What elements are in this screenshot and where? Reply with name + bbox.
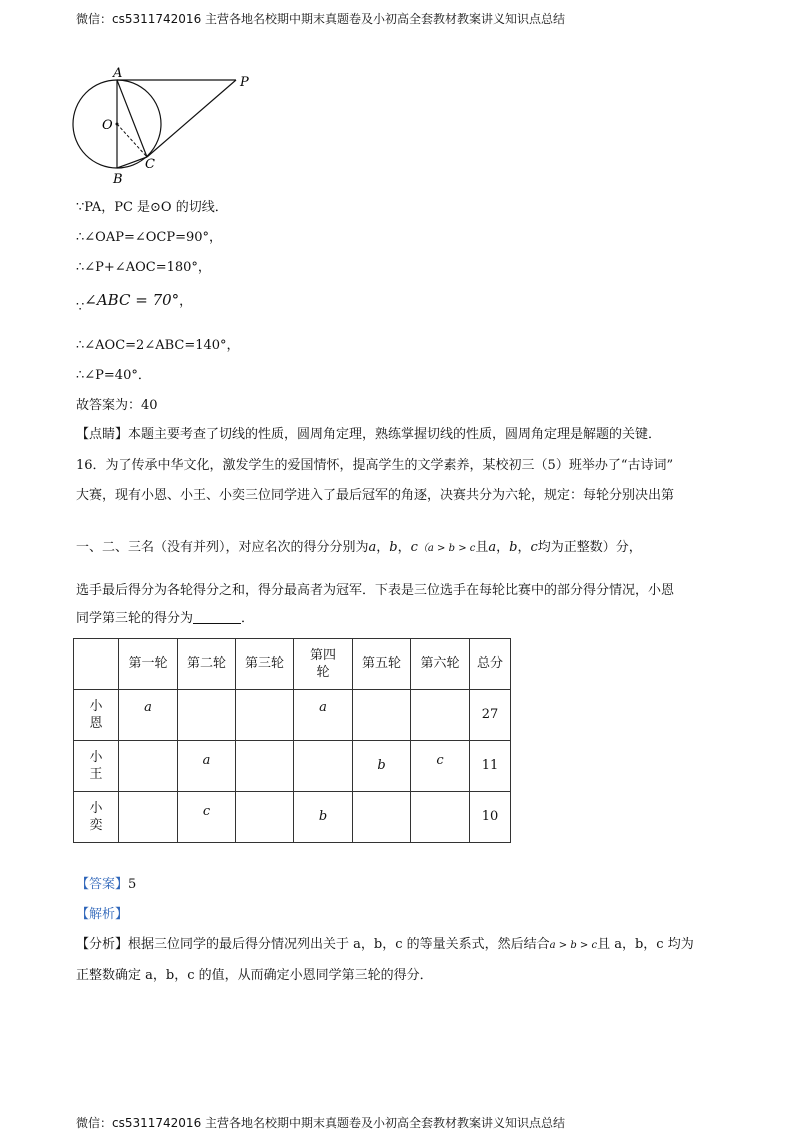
row-name-cell (74, 792, 119, 843)
score-table (73, 638, 511, 843)
problem-line-5 (76, 611, 254, 627)
table-cell (294, 741, 353, 792)
page-footer: 微信：cs5311742016 主营各地名校期中期末真题卷及小初高全套教材教案讲义知识点总结 (76, 1116, 566, 1130)
var-b: b (389, 540, 398, 555)
row-name-cell (74, 690, 119, 741)
table-cell: b (294, 792, 353, 843)
label-o: O (102, 118, 113, 133)
table-cell: c (178, 792, 236, 843)
label-c: C (145, 157, 155, 172)
header-cell-text: 第四轮 (309, 648, 336, 680)
analysis-text-1b: 且 a，b，c 均为 (597, 937, 694, 952)
solution-line-1: ∵PA，PC 是⊙O 的切线． (76, 200, 228, 215)
angle-abc-expr: ∠ABC = 70° (84, 291, 180, 309)
table-row (74, 690, 511, 741)
solution-line-2: ∴∠OAP=∠OCP=90°， (76, 230, 223, 245)
problem-line-1: 16．为了传承中华文化，激发学生的爱国情怀，提高学生的文学素养，某校初三（5）班举办了“古诗词” (76, 458, 674, 473)
header-cell: 第三轮 (236, 639, 294, 690)
var-c: c (530, 540, 538, 555)
table-cell (236, 690, 294, 741)
label-a: A (113, 66, 123, 81)
table-row (74, 792, 511, 843)
comma: ， (179, 294, 193, 309)
table-cell (236, 792, 294, 843)
sep: ， (397, 540, 411, 555)
table-row (74, 741, 511, 792)
because-symbol: ∵ (76, 300, 85, 315)
chord-ac (117, 80, 147, 157)
solution-line-8 (76, 427, 661, 443)
and-text: 且 (475, 540, 489, 555)
header-cell: 第五轮 (353, 639, 411, 690)
radius-oc (117, 124, 147, 157)
table-cell (178, 690, 236, 741)
problem-line-3: 一、二、三名（没有并列），对应名次的得分分别为a，b，c（a > b > c且a，b，c均为正整数）分， (76, 540, 642, 555)
problem-line-3-end: 均为正整数）分， (537, 540, 642, 555)
table-cell (236, 741, 294, 792)
table-cell: a (119, 690, 178, 741)
problem-line-5-text: 同学第三轮的得分为 (76, 611, 194, 626)
sep: ， (376, 540, 390, 555)
solution-line-3: ∴∠P+∠AOC=180°， (76, 260, 211, 275)
answer-blank (193, 611, 241, 624)
table-cell (119, 741, 178, 792)
analysis-text-1a: 根据三位同学的最后得分情况列出关于 a，b，c 的等量关系式，然后结合 (128, 937, 550, 952)
table-cell: b (353, 741, 411, 792)
table-cell: a (178, 741, 236, 792)
header-cell: 第二轮 (178, 639, 236, 690)
analysis-line-2: 正整数确定 a，b，c 的值，从而确定小恩同学第三轮的得分． (76, 968, 433, 983)
table-cell (119, 792, 178, 843)
table-cell (411, 792, 470, 843)
condition: （a > b > c (417, 543, 476, 554)
table-cell (353, 792, 411, 843)
header-cell (74, 639, 119, 690)
period: ． (241, 611, 255, 626)
center-o-point (116, 123, 119, 126)
solution-line-6: ∴∠P=40°． (76, 368, 151, 383)
chord-bc (117, 157, 147, 168)
answer-value: 5 (128, 877, 137, 892)
solution-line-4 (76, 291, 193, 315)
table-cell (353, 690, 411, 741)
table-header-row (74, 639, 511, 690)
var-c: c (410, 540, 418, 555)
header-cell: 第六轮 (411, 639, 470, 690)
tip-tag: 【点睛】 (76, 427, 129, 442)
problem-line-4: 选手最后得分为各轮得分之和，得分最高者为冠军．下表是三位选手在每轮比赛中的部分得分情况，小恩 (76, 583, 675, 598)
header-cell (294, 639, 353, 690)
total-cell: 27 (470, 690, 511, 741)
tip-text: 本题主要考查了切线的性质，圆周角定理，熟练掌握切线的性质，圆周角定理是解题的关键． (128, 427, 662, 442)
label-p: P (240, 75, 249, 90)
analysis-condition: a > b > c (549, 940, 598, 951)
problem-line-2: 大赛，现有小恩、小王、小奕三位同学进入了最后冠军的角逐，决赛共分为六轮，规定：每轮分别决出第 (76, 488, 675, 503)
var-b: b (509, 540, 518, 555)
total-cell: 10 (470, 792, 511, 843)
row-name: 小奕 (89, 801, 103, 833)
row-name-cell (74, 741, 119, 792)
header-cell: 总分 (470, 639, 511, 690)
solution-line-5: ∴∠AOC=2∠ABC=140°， (76, 338, 240, 353)
label-b: B (113, 172, 123, 187)
problem-line-3-text: 一、二、三名（没有并列），对应名次的得分分别为 (76, 540, 369, 555)
page-header: 微信：cs5311742016 主营各地名校期中期末真题卷及小初高全套教材教案讲义知识点总结 (76, 12, 566, 26)
table-cell (411, 690, 470, 741)
answer-tag: 【答案】 (76, 877, 129, 892)
table-cell: c (411, 741, 470, 792)
circle-tangent-figure (68, 62, 268, 192)
var-a: a (488, 540, 497, 555)
total-cell: 11 (470, 741, 511, 792)
header-cell: 第一轮 (119, 639, 178, 690)
row-name: 小恩 (89, 699, 103, 731)
analysis-line-1 (76, 937, 694, 954)
row-name: 小王 (89, 750, 103, 782)
answer-line (76, 877, 136, 893)
analysis-label: 【分析】 (76, 937, 129, 952)
analysis-tag: 【解析】 (76, 907, 129, 922)
table-cell: a (294, 690, 353, 741)
var-a: a (368, 540, 377, 555)
solution-line-7: 故答案为：40 (76, 398, 158, 413)
